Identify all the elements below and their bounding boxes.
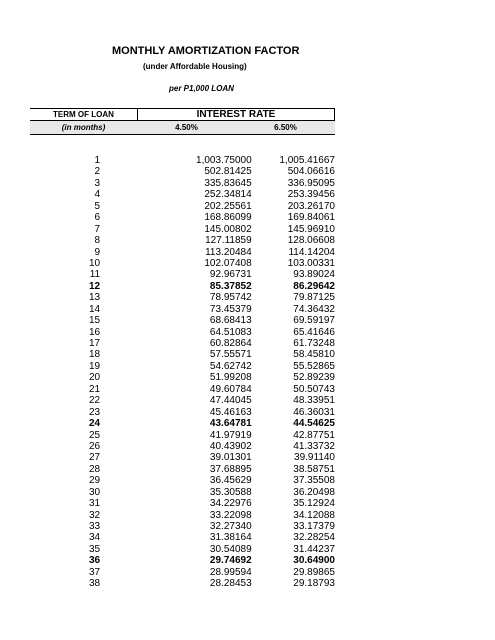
rate-2-cell: 52.89239 <box>293 372 335 384</box>
term-cell: 19 <box>88 360 101 372</box>
term-cell: 4 <box>94 189 101 201</box>
rate-1-cell: 32.27340 <box>209 521 252 532</box>
table-row <box>30 452 335 463</box>
rate-1-cell: 45.46163 <box>209 406 252 418</box>
term-cell: 9 <box>94 246 101 258</box>
rate-2-cell: 93.89024 <box>293 269 335 281</box>
term-cell: 18 <box>88 349 101 361</box>
term-cell: 6 <box>94 212 101 224</box>
table-row <box>30 487 335 498</box>
interest-rate-header: INTEREST RATE <box>137 109 335 120</box>
rate-1-cell: 43.64781 <box>209 418 252 430</box>
rate-1-cell: 85.37852 <box>209 280 252 292</box>
rate-2-cell: 336.95095 <box>287 177 335 189</box>
term-cell: 31 <box>88 498 101 510</box>
term-cell: 25 <box>88 429 101 441</box>
rate-1-cell: 28.99594 <box>209 566 252 578</box>
rate-1-cell: 54.62742 <box>209 360 252 372</box>
term-cell: 2 <box>94 166 101 178</box>
table-row <box>30 292 335 303</box>
rate-1-cell: 33.22098 <box>209 509 252 521</box>
rate-1-cell: 78.95742 <box>209 292 252 304</box>
table-row <box>30 384 335 395</box>
rate-1-cell: 127.11859 <box>205 235 252 247</box>
rate-1-cell: 60.82864 <box>209 338 252 349</box>
table-row <box>30 372 335 383</box>
rate-header-2: 6.50% <box>274 123 297 132</box>
rate-2-cell: 74.36432 <box>293 303 335 315</box>
rate-1-cell: 34.22976 <box>209 498 252 510</box>
rate-2-cell: 29.89865 <box>293 566 335 578</box>
rate-1-cell: 145.00802 <box>204 223 252 235</box>
rate-2-cell: 203.26170 <box>287 200 335 212</box>
rate-2-cell: 34.12088 <box>293 509 335 521</box>
rate-2-cell: 33.17379 <box>293 521 335 532</box>
term-column-header: TERM OF LOAN <box>30 109 137 120</box>
rate-2-cell: 61.73248 <box>293 338 335 349</box>
rate-2-cell: 169.84061 <box>287 212 335 224</box>
term-cell: 11 <box>89 269 101 281</box>
rate-2-cell: 55.52865 <box>293 360 335 372</box>
table-body <box>30 155 335 590</box>
table-row <box>30 235 335 246</box>
table-row <box>30 338 335 349</box>
table-row <box>30 349 335 360</box>
rate-1-cell: 202.25561 <box>204 200 252 212</box>
table-row <box>30 510 335 521</box>
table-row <box>30 258 335 269</box>
table-row <box>30 201 335 212</box>
rate-1-cell: 30.54089 <box>209 543 252 555</box>
term-cell: 5 <box>94 200 101 212</box>
term-cell: 30 <box>88 486 101 498</box>
rate-2-cell: 35.12924 <box>293 498 335 510</box>
table-row <box>30 212 335 223</box>
rate-1-cell: 68.68413 <box>209 315 252 327</box>
term-cell: 34 <box>88 532 101 544</box>
term-cell: 7 <box>94 223 101 235</box>
page-subtitle: (under Affordable Housing) <box>143 62 247 71</box>
term-unit-header: (in months) <box>61 123 106 132</box>
rate-1-cell: 113.20484 <box>205 246 252 258</box>
loan-basis-note: per P1,000 LOAN <box>169 84 234 93</box>
table-row <box>30 361 335 372</box>
rate-1-cell: 28.28453 <box>209 578 252 590</box>
rate-2-cell: 29.18793 <box>293 578 335 590</box>
rate-2-cell: 145.96910 <box>287 223 335 235</box>
rate-2-cell: 32.28254 <box>293 532 335 544</box>
table-row <box>30 532 335 543</box>
term-cell: 24 <box>88 418 101 430</box>
table-row <box>30 315 335 326</box>
table-row <box>30 269 335 280</box>
rate-2-cell: 79.87125 <box>293 292 335 304</box>
rate-2-cell: 114.14204 <box>288 246 335 258</box>
table-row <box>30 247 335 258</box>
rate-2-cell: 48.33951 <box>293 395 335 407</box>
term-cell: 23 <box>88 406 101 418</box>
term-cell: 16 <box>88 326 101 338</box>
term-cell: 14 <box>88 303 101 315</box>
rate-2-cell: 50.50743 <box>293 383 335 395</box>
table-header-row-2 <box>30 121 335 135</box>
term-cell: 36 <box>88 555 101 567</box>
rate-2-cell: 31.44237 <box>293 543 335 555</box>
rate-1-cell: 36.45629 <box>209 475 252 487</box>
term-cell: 27 <box>88 452 101 464</box>
rate-1-cell: 39.01301 <box>209 452 252 464</box>
rate-2-cell: 36.20498 <box>293 486 335 498</box>
table-row <box>30 544 335 555</box>
rate-2-cell: 65.41646 <box>293 326 335 338</box>
rate-1-cell: 102.07408 <box>204 257 252 269</box>
term-cell: 29 <box>88 475 101 487</box>
term-cell: 20 <box>88 372 101 384</box>
rate-header-1: 4.50% <box>175 123 198 132</box>
table-row <box>30 395 335 406</box>
rate-2-cell: 504.06616 <box>287 166 335 178</box>
term-cell: 28 <box>88 463 101 475</box>
table-row <box>30 418 335 429</box>
rate-2-cell: 30.64900 <box>293 555 335 567</box>
term-cell: 3 <box>94 177 101 189</box>
term-cell: 15 <box>88 315 101 327</box>
table-row <box>30 155 335 166</box>
table-row <box>30 567 335 578</box>
table-row <box>30 224 335 235</box>
rate-2-cell: 253.39456 <box>287 189 335 201</box>
table-row <box>30 498 335 509</box>
term-cell: 32 <box>88 509 101 521</box>
table-row <box>30 327 335 338</box>
rate-2-cell: 58.45810 <box>293 349 335 361</box>
table-row <box>30 555 335 566</box>
rate-1-cell: 41.97919 <box>209 429 252 441</box>
table-row <box>30 578 335 589</box>
table-row <box>30 464 335 475</box>
term-cell: 38 <box>88 578 101 590</box>
table-row <box>30 521 335 532</box>
amortization-table <box>30 108 335 590</box>
term-cell: 17 <box>88 338 101 349</box>
rate-2-cell: 37.35508 <box>293 475 335 487</box>
rate-2-cell: 69.59197 <box>293 315 335 327</box>
rate-1-cell: 29.74692 <box>209 555 252 567</box>
rate-1-cell: 92.96731 <box>209 269 252 281</box>
table-row <box>30 166 335 177</box>
rate-2-cell: 39.91140 <box>294 452 335 464</box>
rate-2-cell: 128.06608 <box>287 235 335 247</box>
table-row <box>30 178 335 189</box>
rate-2-cell: 44.54625 <box>293 418 335 430</box>
table-header-row-1 <box>30 108 335 121</box>
rate-1-cell: 35.30588 <box>209 486 252 498</box>
rate-2-cell: 38.58751 <box>293 463 335 475</box>
rate-2-cell: 41.33732 <box>293 440 335 452</box>
term-cell: 22 <box>88 395 101 407</box>
rate-2-cell: 1,005.41667 <box>279 155 335 166</box>
table-row <box>30 430 335 441</box>
rate-2-cell: 46.36031 <box>293 406 335 418</box>
term-cell: 33 <box>88 521 101 532</box>
term-cell: 37 <box>88 566 101 578</box>
term-cell: 1 <box>94 155 101 166</box>
rate-1-cell: 40.43902 <box>209 440 252 452</box>
rate-2-cell: 42.87751 <box>293 429 335 441</box>
term-cell: 26 <box>88 440 101 452</box>
rate-1-cell: 335.83645 <box>204 177 252 189</box>
rate-2-cell: 103.00331 <box>287 257 335 269</box>
rate-2-cell: 86.29642 <box>293 280 335 292</box>
page-title: MONTHLY AMORTIZATION FACTOR <box>112 45 300 57</box>
rate-1-cell: 49.60784 <box>209 383 252 395</box>
table-row <box>30 441 335 452</box>
term-cell: 12 <box>88 280 101 292</box>
table-row <box>30 189 335 200</box>
rate-1-cell: 73.45379 <box>209 303 252 315</box>
rate-1-cell: 47.44045 <box>209 395 252 407</box>
term-cell: 21 <box>88 383 101 395</box>
table-row <box>30 407 335 418</box>
rate-1-cell: 31.38164 <box>209 532 252 544</box>
rate-1-cell: 37.68895 <box>209 463 252 475</box>
term-cell: 13 <box>88 292 101 304</box>
rate-1-cell: 252.34814 <box>204 189 252 201</box>
rate-1-cell: 168.86099 <box>204 212 252 224</box>
term-cell: 10 <box>88 257 101 269</box>
rate-1-cell: 51.99208 <box>209 372 252 384</box>
table-row <box>30 281 335 292</box>
table-row <box>30 475 335 486</box>
rate-1-cell: 64.51083 <box>209 326 252 338</box>
term-cell: 8 <box>94 235 101 247</box>
rate-1-cell: 502.81425 <box>204 166 252 178</box>
rate-1-cell: 57.55571 <box>209 349 252 361</box>
term-cell: 35 <box>88 543 101 555</box>
table-row <box>30 304 335 315</box>
rate-1-cell: 1,003.75000 <box>196 155 252 166</box>
